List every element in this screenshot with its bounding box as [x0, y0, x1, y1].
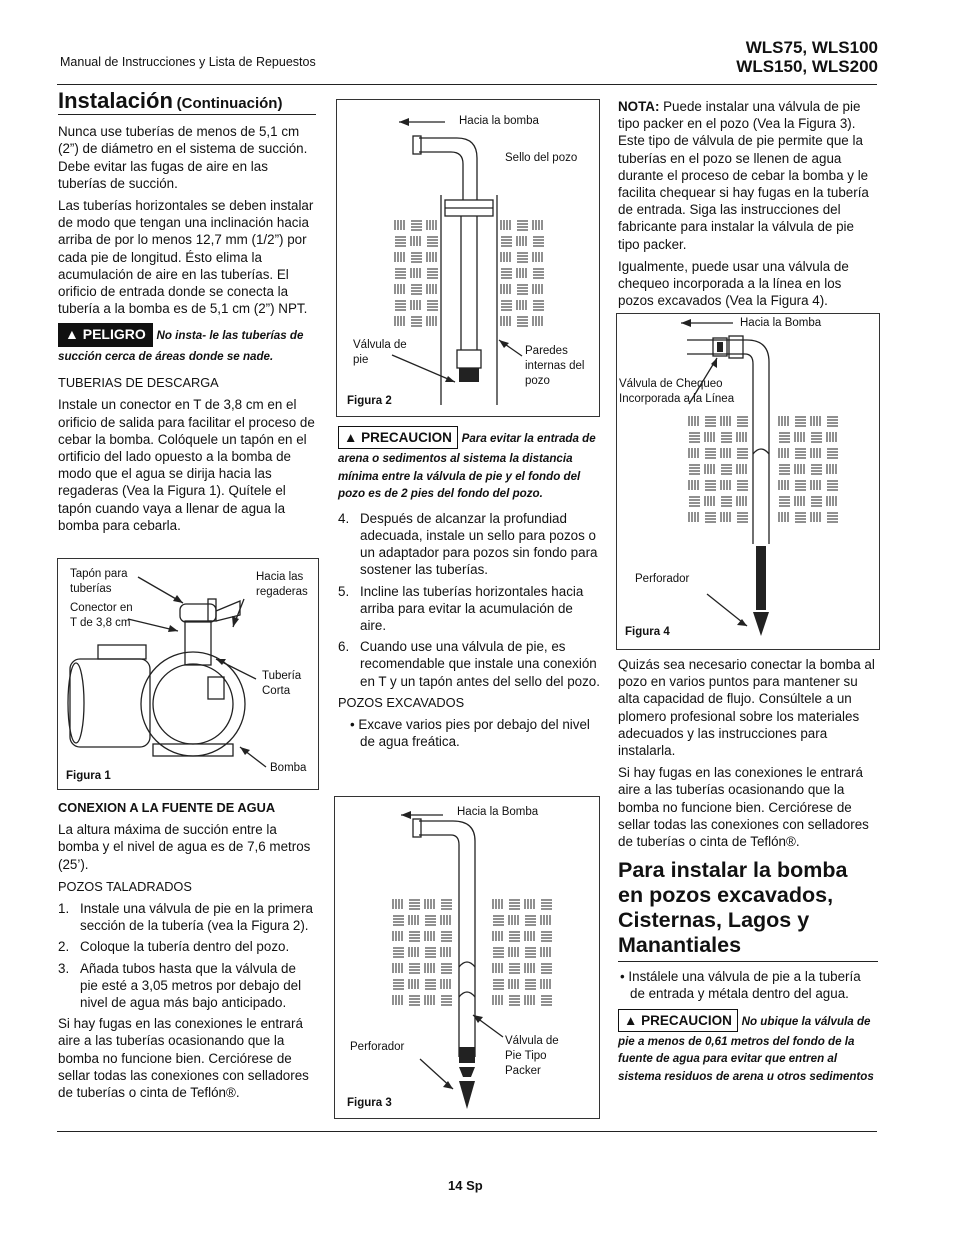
dug-bullet: • Excave varios pies por debajo del nivel de agua freática.: [350, 716, 590, 750]
fig3-label-drill: Perforador: [350, 1041, 405, 1053]
section-heading-dug-wells: Para instalar la bomba en pozos excavados, Cisternas, Lagos y Manantiales: [618, 858, 878, 962]
fig3-label-pump: Hacia la Bomba: [457, 806, 539, 818]
pump-drawing: [58, 559, 318, 789]
dug-heading: POZOS EXCAVADOS: [338, 694, 465, 710]
header-rule: [57, 84, 877, 85]
caution-text: Para evitar la entrada de arena o sedimentos al sistema la distancia mínima entre la válvula de pie y el fondo del pozo es de 2 pies del fondo del pozo.: [338, 432, 596, 501]
column-1-lower: [58, 799, 316, 1106]
fig1-label-sprinklers: Hacia las regaderas: [256, 571, 308, 598]
fig2-label-walls: Paredes internas del pozo: [525, 345, 585, 387]
paragraph-multiple-points: Quizás sea necesario conectar la bomba al pozo en varios puntos para mantener su alta capacidad de flujo. Consúltele a un plomero profesional sobre los materiales adecuados y las instrucciones para instalarla.: [618, 657, 875, 759]
list-item: [58, 900, 316, 934]
caution-notice-1: [338, 426, 600, 502]
step-text: Incline las tuberías horizontales hacia arriba para evitar la acumulación de aire.: [360, 583, 584, 633]
dug-well-drawing: [617, 314, 879, 649]
danger-badge: ▲ PELIGRO: [58, 323, 153, 346]
list-item: [58, 960, 316, 1012]
step-text: Cuando use una válvula de pie, es recomendable que instale una conexión en T y un tapón antes del sello del pozo.: [360, 639, 600, 689]
note-label: NOTA:: [618, 99, 660, 114]
paragraph-discharge: Instale un conector en T de 3,8 cm en el orificio de salida para facilitar el proceso de cebar la bomba. Colóquele un tapón en el ortificio del lado opuesto a la bomba de modo que el agua se dirija hacia las regaderas (Vea la Figura 1). Quítele el tapón cuando vaya a llenar de agua la bomba para cebarla.: [58, 397, 315, 533]
section-title: [58, 88, 316, 115]
fig2-label-footvalve: Válvula de pie: [353, 339, 407, 366]
caution-badge: ▲ PRECAUCION: [618, 1009, 738, 1032]
discharge-heading: TUBERIAS DE DESCARGA: [58, 375, 219, 391]
title-main: Instalación: [58, 88, 173, 113]
fig2-label-seal: Sello del pozo: [505, 152, 578, 164]
fig3-label-packer: Válvula de Pie Tipo Packer: [505, 1035, 559, 1077]
connection-heading: CONEXION A LA FUENTE DE AGUA: [58, 800, 276, 815]
column-2: [338, 426, 600, 755]
caution-badge: ▲ PRECAUCION: [338, 426, 458, 449]
paragraph-leaks-2: Si hay fugas en las conexiones le entrará aire a las tuberías ocasionando que la bomba no funcione bien. Cerciórese de sellar todas las conexiones con selladores de tuberías o cinta de Teflón®.: [618, 765, 869, 850]
fig3-caption: Figura 3: [347, 1097, 392, 1109]
ground-hatch-left: [395, 220, 438, 326]
step-number: 5.: [338, 583, 350, 599]
footer-rule: [57, 1131, 877, 1132]
manual-title: Manual de Instrucciones y Lista de Repuestos: [60, 55, 316, 69]
step-text: Después de alcanzar la profundiad adecuada, instale un sello para pozos o un adaptador para pozos sin fondo para sostener las tuberías.: [360, 510, 598, 578]
model-line-2: WLS150, WLS200: [736, 57, 878, 76]
step-number: 2.: [58, 939, 70, 955]
title-suffix: (Continuación): [176, 95, 283, 112]
fig4-caption: Figura 4: [625, 626, 670, 638]
fig1-label-tee: Conector en T de 3,8 cm: [70, 602, 133, 629]
step-text: Coloque la tubería dentro del pozo.: [80, 939, 290, 955]
danger-label: PELIGRO: [82, 326, 146, 343]
drilled-heading: POZOS TALADRADOS: [58, 878, 192, 894]
figure-1: [57, 558, 319, 790]
paragraph-lift: La altura máxima de succión entre la bomba y el nivel de agua es de 7,6 metros (25’).: [58, 822, 311, 872]
fig1-label-pump: Bomba: [270, 762, 307, 774]
step-text: Instale una válvula de pie en la primera sección de la tubería (vea la Figura 2).: [80, 901, 313, 934]
fig1-caption: Figura 1: [66, 770, 111, 782]
paragraph-suction: Nunca use tuberías de menos de 5,1 cm (2”) de diámetro en el sistema de succión. Debe evitar las fugas de aire en las tuberías de succión.: [58, 124, 308, 191]
column-3: [618, 98, 878, 314]
paragraph-horizontal: Las tuberías horizontales se deben instalar de modo que tengan una inclinación hacia arriba de por lo menos 12,7 mm (1/2”) por cada pie de longitud. Ésto elima la acumulación de aire en las tuberías. El orificio de entrada donde se conecta la tubería a la bomba es de 5,1 cm (2”) NPT.: [58, 198, 314, 317]
paragraph-note: [618, 98, 878, 253]
figure-4: [616, 313, 880, 650]
note-text: Puede instalar una válvula de pie tipo packer en el pozo (Vea la Figura 3). Este tipo de válvula de pie permite que la tuberías en el pozo se llenen de agua durante el proceso de cebar la bomba y le facilita chequear si hay fugas en la tubería de entrada. Siga las instrucciones del fabricante para instalar la válvula de pie tipo packer.: [618, 99, 869, 252]
step-number: 3.: [58, 960, 70, 976]
dug-well-bullet: • Instálele una válvula de pie a la tubería de entrada y métala dentro del agua.: [620, 969, 861, 1002]
list-item: [338, 638, 600, 690]
caution-notice-2: [618, 1009, 878, 1085]
paragraph-check-valve: Igualmente, puede usar una válvula de chequeo incorporada a la línea en los pozos excavados (Vea la Figura 4).: [618, 258, 849, 309]
fig4-label-checkvalve: Válvula de Chequeo Incorporada a la Línea: [619, 378, 735, 405]
list-item: [338, 583, 600, 635]
drilled-steps: [58, 900, 316, 1011]
ground-hatch-right: [779, 416, 838, 522]
column-3-lower: [618, 656, 878, 1084]
page-number: 14 Sp: [448, 1178, 483, 1193]
column-1: [58, 88, 316, 539]
ground-hatch-right: [501, 220, 544, 326]
packer-well-drawing: [335, 797, 599, 1118]
ground-hatch-left: [393, 899, 452, 1005]
fig4-label-drill: Perforador: [635, 573, 690, 585]
fig4-label-pump: Hacia la Bomba: [740, 317, 822, 329]
paragraph-leaks: Si hay fugas en las conexiones le entrará aire a las tuberías ocasionando que la bomba no funcione bien. Cerciórese de sellar todas las conexiones con selladores de tuberías o cinta de Teflón®.: [58, 1016, 309, 1101]
fig1-label-plug: Tapón para tuberías: [70, 568, 128, 595]
caution-text: No ubique la válvula de pie a menos de 0,61 metros del fondo de la fuente de agua para evitar que entren al sistema residuos de arena u otros sedimentos: [618, 1014, 874, 1083]
step-number: 6.: [338, 639, 350, 655]
fig1-label-pipe: Tubería Corta: [262, 670, 302, 697]
figure-3: [334, 796, 600, 1119]
step-text: Añada tubos hasta que la válvula de pie esté a 3,05 metros por debajo del nivel de agua más bajo anticipado.: [80, 960, 302, 1011]
ground-hatch-left: [689, 416, 748, 522]
model-line-1: WLS75, WLS100: [745, 38, 878, 57]
fig2-label-pump: Hacia la bomba: [459, 115, 539, 127]
list-item: [338, 510, 600, 579]
caution-label: PRECAUCION: [641, 1012, 732, 1028]
step-number: 1.: [58, 901, 70, 917]
drilled-well-drawing: [337, 100, 599, 416]
list-item: [58, 938, 316, 955]
fig2-caption: Figura 2: [347, 395, 392, 407]
model-numbers: [736, 38, 878, 76]
danger-notice: [58, 323, 316, 364]
caution-label: PRECAUCION: [361, 430, 452, 445]
danger-text: No insta- le las tuberías de succión cerca de áreas donde se nade.: [58, 329, 304, 363]
figure-2: [336, 99, 600, 417]
ground-hatch-right: [493, 899, 552, 1005]
step-number: 4.: [338, 510, 350, 526]
well-steps: [338, 510, 600, 690]
